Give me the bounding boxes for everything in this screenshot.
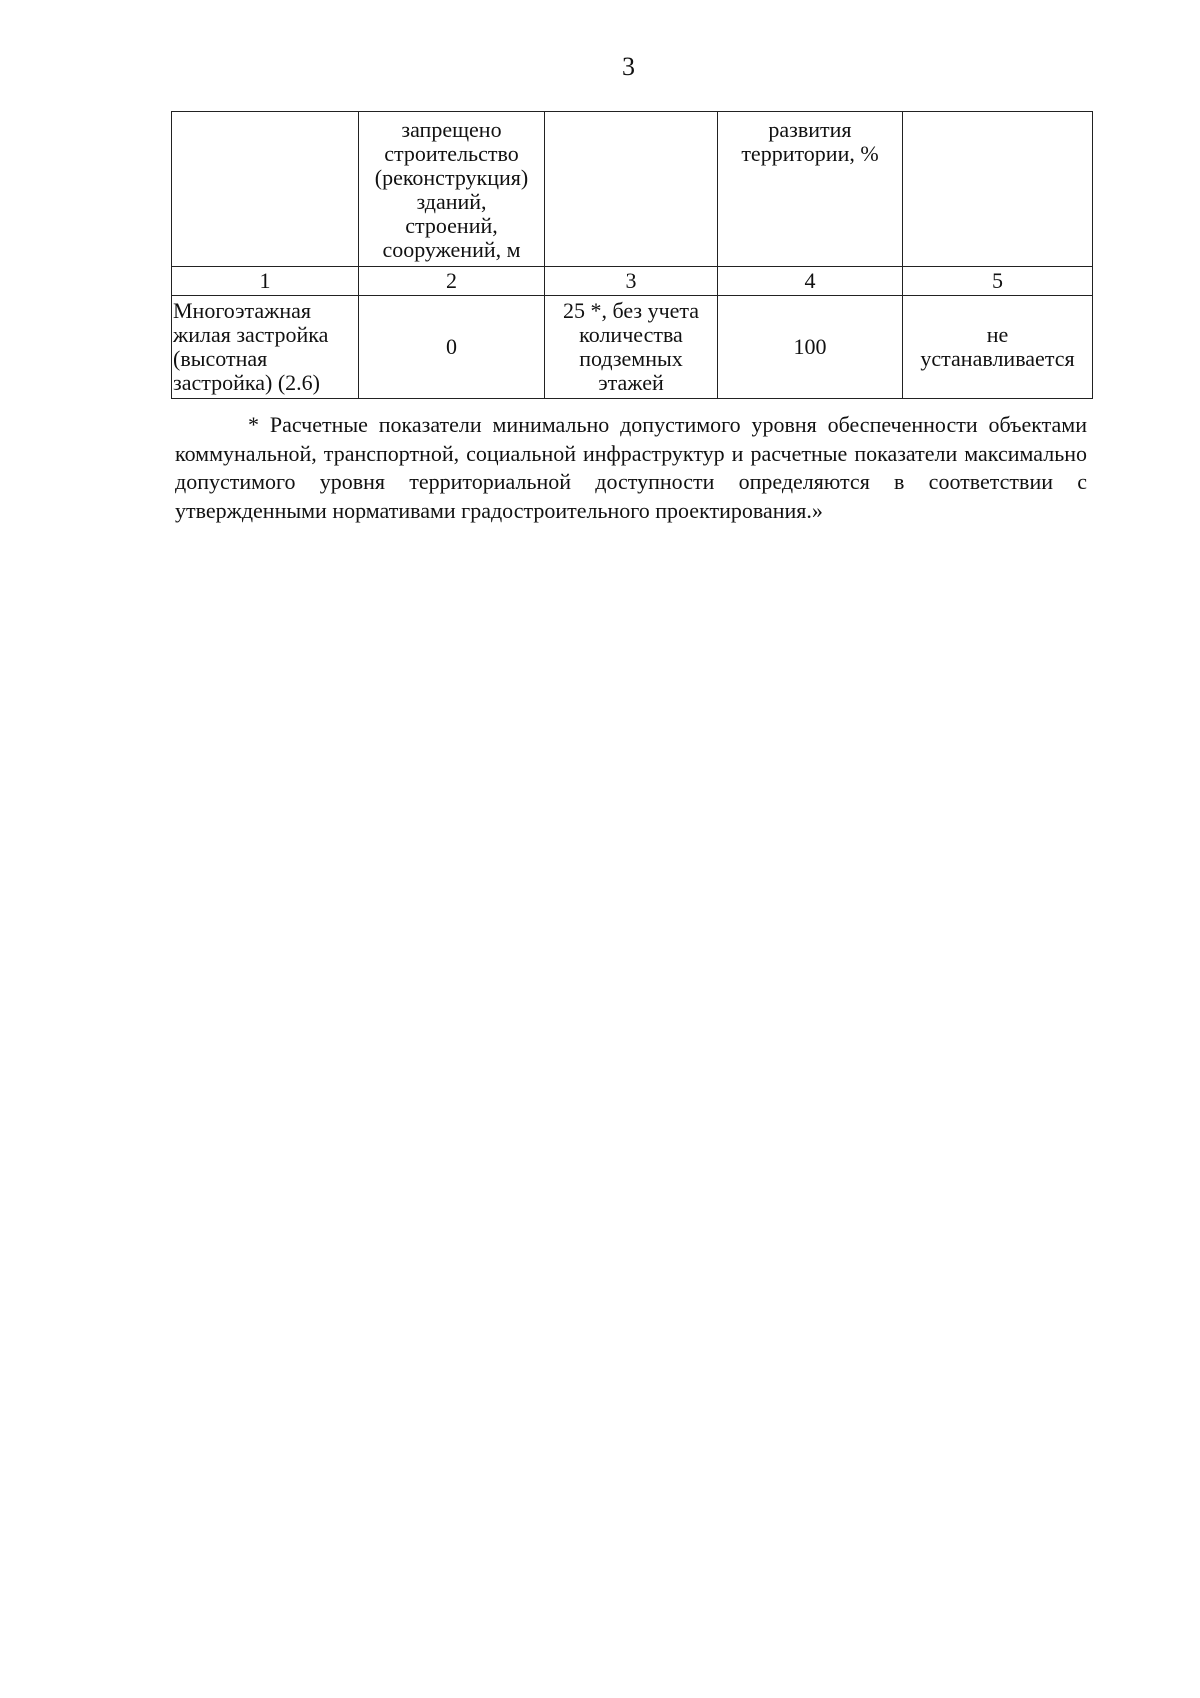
- header-cell-5: [903, 112, 1093, 267]
- column-number-5: 5: [903, 267, 1093, 296]
- header-cell-3: [545, 112, 718, 267]
- header-cell-1: [172, 112, 359, 267]
- table-header-row: [172, 112, 1093, 267]
- page-number: 3: [622, 52, 635, 81]
- header-cell-4: развития территории, %: [718, 112, 903, 267]
- column-number-1: 1: [172, 267, 359, 296]
- other-parameters-cell: не устанавливается: [903, 296, 1093, 399]
- table-row: [172, 296, 1093, 399]
- footnote: * Расчетные показатели минимально допустимого уровня обеспеченности объектами коммунальной, транспортной, социальной инфраструктур и расчетные показатели максимально допустимого уровня территориальной доступности определяются в соответствии с утвержденными нормативами градостроительного проектирования.»: [175, 412, 1087, 523]
- regulations-table: [171, 111, 1093, 399]
- setback-distance-cell: 0: [359, 296, 545, 399]
- column-number-3: 3: [545, 267, 718, 296]
- land-use-type-cell: Многоэтажная жилая застройка (высотная застройка) (2.6): [172, 296, 359, 399]
- development-percent-cell: 100: [718, 296, 903, 399]
- column-number-row: [172, 267, 1093, 296]
- max-floors-cell: 25 *, без учета количества подземных этажей: [545, 296, 718, 399]
- header-cell-2: запрещено строительство (реконструкция) зданий, строений, сооружений, м: [359, 112, 545, 267]
- column-number-4: 4: [718, 267, 903, 296]
- column-number-2: 2: [359, 267, 545, 296]
